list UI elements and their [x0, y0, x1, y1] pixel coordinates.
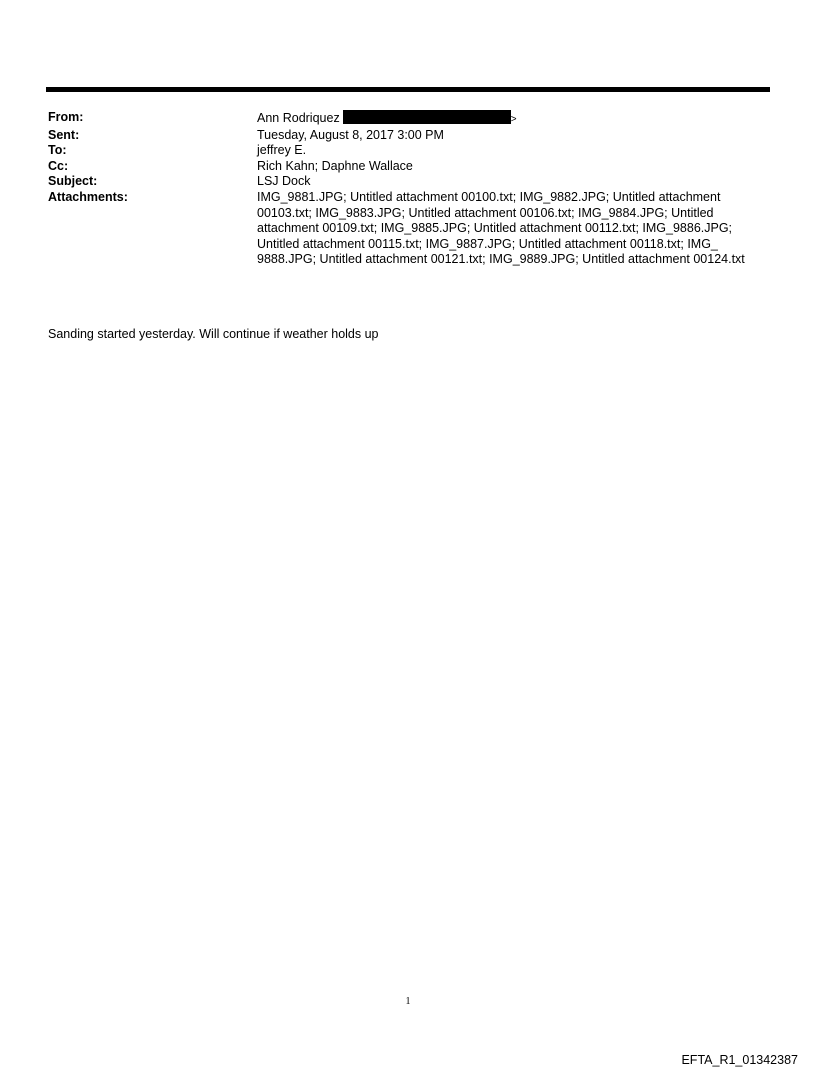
from-row [48, 110, 772, 128]
subject-label: Subject: [48, 174, 98, 189]
to-row [48, 143, 772, 159]
attachments-label: Attachments: [48, 189, 128, 204]
from-value [257, 110, 772, 128]
sent-label: Sent: [48, 127, 80, 142]
cc-label: Cc: [48, 158, 69, 173]
document-id: EFTA_R1_01342387 [681, 1053, 798, 1067]
from-label: From: [48, 110, 84, 124]
sent-value: Tuesday, August 8, 2017 3:00 PM [257, 127, 444, 142]
attachments-row [48, 190, 772, 268]
to-value: jeffrey E. [257, 143, 307, 158]
email-body: Sanding started yesterday. Will continue if weather holds up [48, 327, 379, 341]
sent-row [48, 128, 772, 144]
sender-name: Ann Rodriquez [257, 111, 340, 125]
attachments-value: IMG_9881.JPG; Untitled attachment 00100.txt; IMG_9882.JPG; Untitled attachment 00103.txt; IMG_9883.JPG; Untitled attachment 00106.txt; IMG_9884.JPG; Untitled attachment 00109.txt; IMG_9885.JPG; Untitled attachment 00112.txt; IMG_9886.JPG; Untitled attachment 00115.txt; IMG_9887.JPG; Untitled attachment 00118.txt; IMG_ 9888.JPG; Untitled attachment 00121.txt; IMG_9889.JPG; Untitled attachment 00124.txt [257, 189, 745, 267]
email-header [48, 110, 772, 268]
email-address-suffix: > [510, 114, 517, 125]
to-label: To: [48, 143, 67, 158]
redaction-box [343, 110, 511, 124]
subject-value: LSJ Dock [257, 174, 311, 189]
page-number: 1 [405, 996, 411, 1007]
cc-row [48, 159, 772, 175]
subject-row [48, 174, 772, 190]
header-rule [46, 87, 770, 92]
cc-value: Rich Kahn; Daphne Wallace [257, 158, 413, 173]
